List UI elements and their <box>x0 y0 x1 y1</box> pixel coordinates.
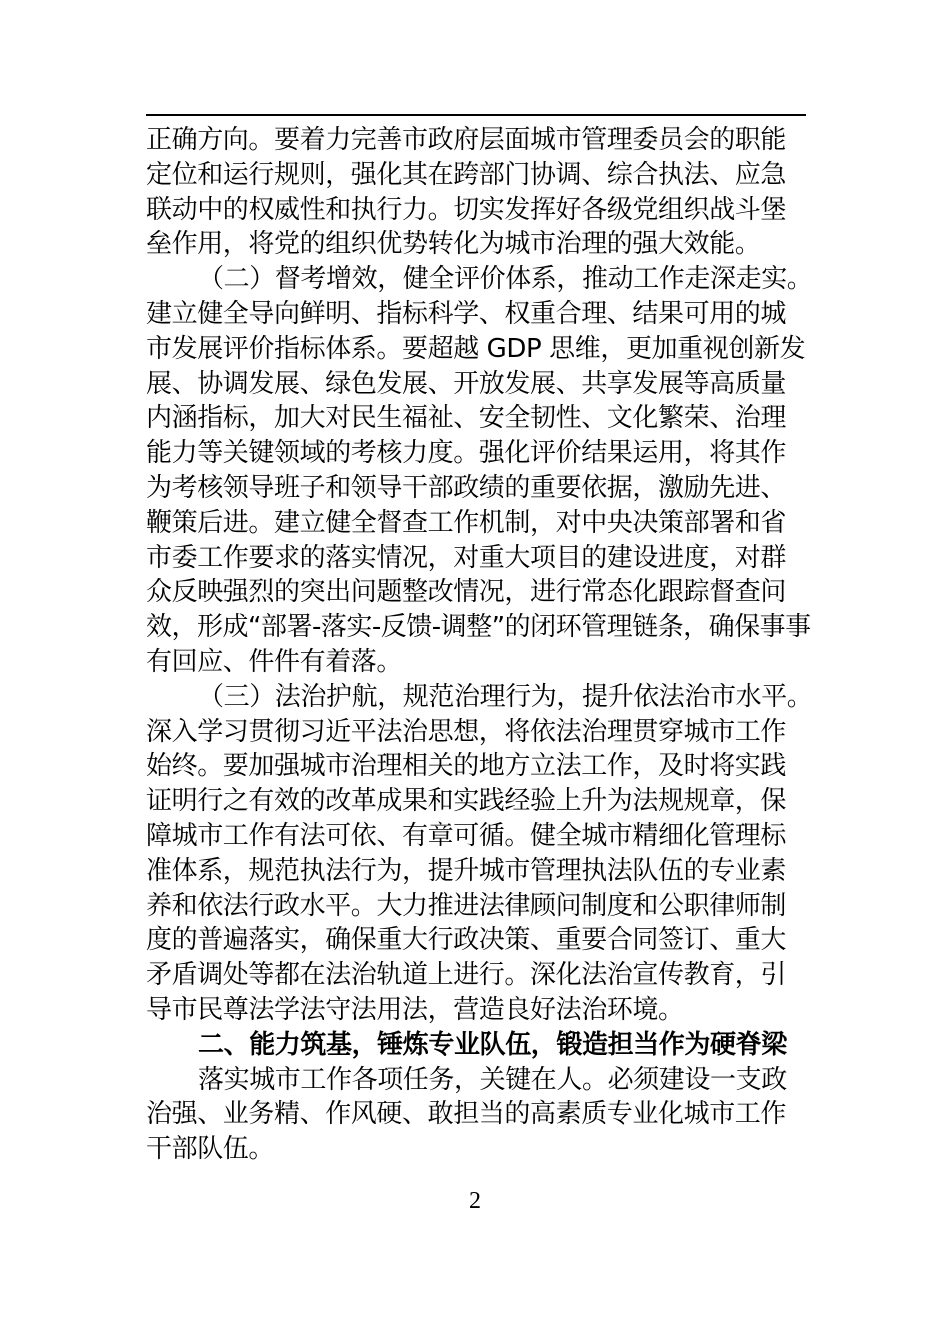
body-line: 证明行之有效的改革成果和实践经验上升为法规规章，保 <box>146 786 787 817</box>
body-line: 导市民尊法学法守法用法，营造良好法治环境。 <box>146 994 684 1025</box>
body-line: 落实城市工作各项任务，关键在人。必须建设一支政 <box>198 1064 787 1095</box>
body-line: 始终。要加强城市治理相关的地方立法工作，及时将实践 <box>146 751 787 782</box>
section-heading-line: （三）法治护航，规范治理行为，提升依法治市水平。 <box>198 681 813 712</box>
body-line: 展、协调发展、绿色发展、开放发展、共享发展等高质量 <box>146 368 787 399</box>
body-line: 市委工作要求的落实情况，对重大项目的建设进度，对群 <box>146 542 787 573</box>
body-line: 定位和运行规则，强化其在跨部门协调、综合执法、应急 <box>146 159 787 190</box>
chapter-heading-line: 二、能力筑基，锤炼专业队伍，锻造担当作为硬脊梁 <box>198 1029 787 1060</box>
body-line: 矛盾调处等都在法治轨道上进行。深化法治宣传教育，引 <box>146 960 787 991</box>
body-line: 内涵指标，加大对民生福祉、安全韧性、文化繁荣、治理 <box>146 403 787 434</box>
body-line: 鞭策后进。建立健全督查工作机制，对中央决策部署和省 <box>146 507 787 538</box>
body-line: 建立健全导向鲜明、指标科学、权重合理、结果可用的城 <box>146 298 787 329</box>
body-line: 能力等关键领域的考核力度。强化评价结果运用，将其作 <box>146 438 787 469</box>
body-line: 垒作用，将党的组织优势转化为城市治理的强大效能。 <box>146 229 761 260</box>
body-line: 众反映强烈的突出问题整改情况，进行常态化跟踪督查问 <box>146 577 787 608</box>
body-line: 市发展评价指标体系。要超越 GDP 思维，更加重视创新发 <box>146 333 806 364</box>
body-line: 养和依法行政水平。大力推进法律顾问制度和公职律师制 <box>146 890 787 921</box>
body-line: 治强、业务精、作风硬、敢担当的高素质专业化城市工作 <box>146 1099 787 1130</box>
body-line: 效，形成“部署-落实-反馈-调整”的闭环管理链条，确保事事 <box>146 612 811 643</box>
body-line: 干部队伍。 <box>146 1134 275 1165</box>
body-line: 深入学习贯彻习近平法治思想，将依法治理贯穿城市工作 <box>146 716 787 747</box>
header-rule <box>146 114 806 116</box>
body-line: 为考核领导班子和领导干部政绩的重要依据，激励先进、 <box>146 472 787 503</box>
document-body <box>146 123 812 1167</box>
body-line: 正确方向。要着力完善市政府层面城市管理委员会的职能 <box>146 125 787 155</box>
body-line: 度的普遍落实，确保重大行政决策、重要合同签订、重大 <box>146 925 787 956</box>
body-line: 准体系，规范执法行为，提升城市管理执法队伍的专业素 <box>146 855 787 886</box>
body-line: 联动中的权威性和执行力。切实发挥好各级党组织战斗堡 <box>146 194 787 225</box>
body-line: 有回应、件件有着落。 <box>146 646 403 677</box>
body-line: 障城市工作有法可依、有章可循。健全城市精细化管理标 <box>146 820 787 851</box>
section-heading-line: （二）督考增效，健全评价体系，推动工作走深走实。 <box>198 264 813 295</box>
page-number: 2 <box>469 1188 481 1214</box>
